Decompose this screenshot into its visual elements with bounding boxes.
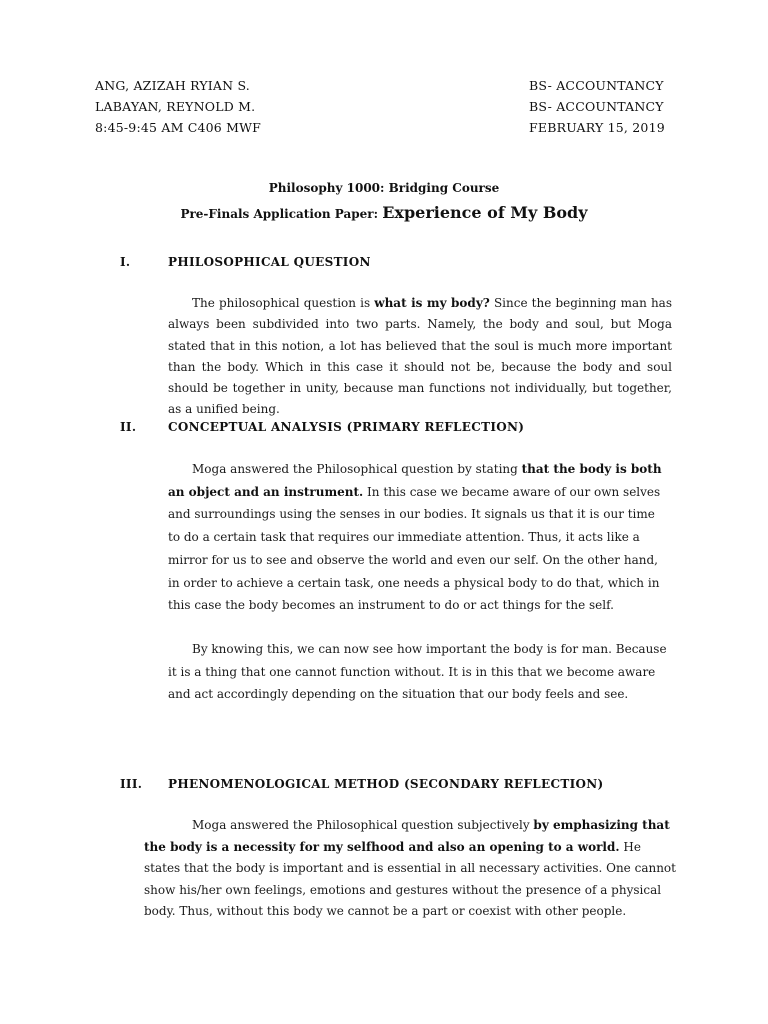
p4-text-bold: by emphasizing that the body is a necessity for my selfhood and also an opening to a world. [144, 818, 670, 854]
class-schedule: 8:45-9:45 AM C406 MWF [95, 120, 262, 135]
p1-text-bold: what is my body? [374, 296, 490, 310]
student-course-1: BS- ACCOUNTANCY [529, 78, 664, 93]
paper-title-main: Experience of My Body [382, 203, 588, 222]
p4-text-c: He states that the body is important and is essential in all necessary activities. One cannot show his/her own feelings, emotions and gestures without the presence of a physical body. Thus, without this body we cannot be a part or coexist with other people. [144, 839, 676, 918]
paper-title-prefix: Pre-Finals Application Paper: [180, 207, 379, 221]
section-3-numeral: III. [120, 777, 143, 791]
paper-title [0, 203, 768, 222]
section-2-numeral: II. [120, 420, 137, 434]
section-2-heading: CONCEPTUAL ANALYSIS (PRIMARY REFLECTION) [168, 420, 525, 434]
student-name-2: LABAYAN, REYNOLD M. [95, 99, 256, 114]
student-course-2: BS- ACCOUNTANCY [529, 99, 664, 114]
course-title: Philosophy 1000: Bridging Course [268, 181, 500, 195]
submission-date: FEBRUARY 15, 2019 [529, 120, 665, 135]
paragraph-philosophical-question [168, 293, 672, 421]
p2-text-bold: that the body is both an object and an instrument. [168, 462, 662, 499]
p4-text-a: Moga answered the Philosophical question subjectively [192, 818, 534, 832]
student-name-1: ANG, AZIZAH RYIAN S. [95, 78, 250, 93]
p1-text-a: The philosophical question is [192, 296, 375, 310]
p2-text-a: Moga answered the Philosophical question by stating [192, 462, 522, 476]
paragraph-body-importance: By knowing this, we can now see how important the body is for man. Because it is a thing that one cannot function without. It is in this that we become aware and act accordingly depending on the situation that our body feels and see. [168, 642, 667, 702]
section-1-heading: PHILOSOPHICAL QUESTION [168, 255, 371, 269]
paragraph-phenomenological-method [144, 815, 676, 923]
paragraph-conceptual-analysis [168, 458, 668, 617]
p2-text-c: In this case we became aware of our own selves and surroundings using the senses in our bodies. It signals us that it is our time to do a certain task that requires our immediate attention. Thus, it acts like a mirror for us to see and observe the world and even our self. On the other hand, in order to achieve a certain task, one needs a physical body to do that, which in this case the body becomes an instrument to do or act things for the self. [168, 484, 661, 613]
section-1-numeral: I. [120, 255, 131, 269]
p1-text-c: Since the beginning man has always been subdivided into two parts. Namely, the body and soul, but Moga stated that in this notion, a lot has believed that the soul is much more important than the body. Which in this case it should not be, because the body and soul should be together in unity, because man functions not individually, but together, as a unified being. [168, 296, 672, 417]
section-3-heading: PHENOMENOLOGICAL METHOD (SECONDARY REFLECTION) [168, 777, 604, 791]
